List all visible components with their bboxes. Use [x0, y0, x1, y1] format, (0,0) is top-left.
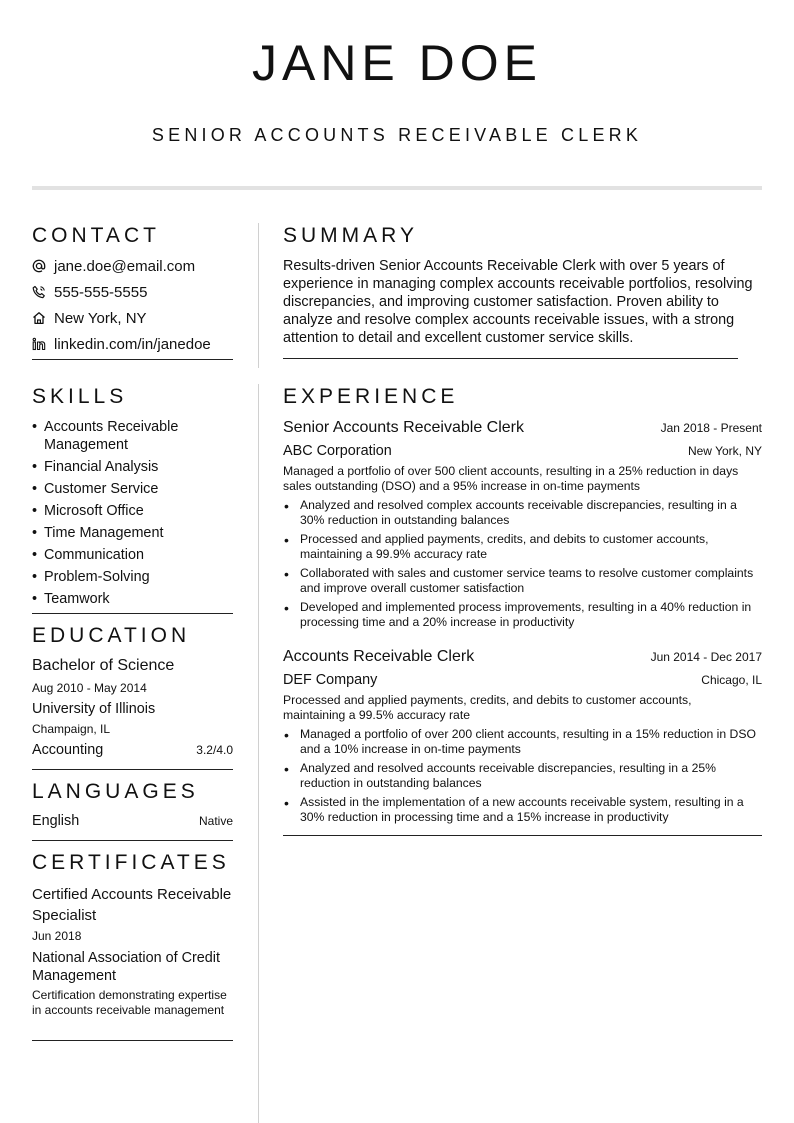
skill-item: • Customer Service	[32, 480, 232, 498]
contact-location	[32, 308, 147, 328]
summary-heading: SUMMARY	[283, 224, 418, 247]
column-divider	[258, 384, 259, 1123]
major: Accounting	[32, 742, 104, 758]
language-name: English	[32, 813, 80, 829]
job-header	[283, 419, 762, 437]
email-text: jane.doe@email.com	[54, 257, 196, 275]
job-description: Processed and applied payments, credits, and debits to customer accounts, maintaining a 99.5% accuracy rate	[283, 693, 692, 722]
column-divider	[258, 223, 259, 368]
company-location: New York, NY	[687, 444, 762, 458]
job-header	[283, 648, 762, 666]
skills-list	[32, 418, 232, 612]
skill-item: • Time Management	[32, 524, 232, 542]
skills-heading: SKILLS	[32, 385, 128, 408]
company-name: ABC Corporation	[283, 443, 392, 459]
skill-item: • Problem-Solving	[32, 568, 232, 586]
job-bullets	[283, 727, 762, 829]
job-role: Senior Accounts Receivable Clerk	[283, 419, 525, 436]
education-dates: Aug 2010 - May 2014	[32, 681, 147, 695]
contact-linkedin[interactable]	[32, 334, 211, 354]
job-bullet: • Collaborated with sales and customer service teams to resolve customer complaints and improve overall customer satisfaction	[283, 566, 762, 596]
education-divider	[32, 769, 233, 770]
certificates-divider	[32, 1040, 233, 1041]
phone-text: 555-555-5555	[54, 283, 148, 301]
certificate-date: Jun 2018	[32, 929, 82, 943]
skill-item: • Financial Analysis	[32, 458, 232, 476]
company-name: DEF Company	[283, 672, 378, 688]
contact-phone[interactable]	[32, 282, 147, 302]
company-location: Chicago, IL	[701, 673, 762, 687]
company-line	[283, 443, 762, 459]
linkedin-icon	[32, 337, 46, 351]
skill-item: • Microsoft Office	[32, 502, 232, 520]
contact-divider	[32, 359, 233, 360]
candidate-name: JANE DOE	[251, 35, 543, 91]
job-dates: Jan 2018 - Present	[660, 421, 762, 435]
skills-divider	[32, 613, 233, 614]
job-title: SENIOR ACCOUNTS RECEIVABLE CLERK	[151, 125, 643, 145]
language-level: Native	[198, 814, 233, 828]
home-icon	[32, 311, 46, 325]
at-sign-icon	[32, 259, 46, 273]
job-bullet: • Managed a portfolio of over 200 client accounts, resulting in a 15% reduction in DSO and a 10% increase in on-time payments	[283, 727, 762, 757]
job-bullet: • Assisted in the implementation of a new accounts receivable system, resulting in a 30% reduction in processing time and a 15% increase in productivity	[283, 795, 762, 825]
skill-item: • Communication	[32, 546, 232, 564]
job-role: Accounts Receivable Clerk	[283, 648, 475, 665]
location-text: New York, NY	[54, 309, 147, 327]
experience-heading: EXPERIENCE	[283, 385, 459, 408]
job-bullet: • Analyzed and resolved accounts receivable discrepancies, resulting in a 25% reduction in outstanding balances	[283, 761, 762, 791]
school-location: Champaign, IL	[32, 722, 111, 736]
job-bullets	[283, 498, 762, 634]
certificate-description: Certification demonstrating expertise in accounts receivable management	[32, 988, 227, 1017]
certificate-name: National Association of Credit Management	[32, 950, 220, 984]
skill-item: • Accounts Receivable Management	[32, 418, 232, 454]
linkedin-text: linkedin.com/in/janedoe	[54, 335, 211, 353]
header-divider	[32, 186, 762, 190]
certificates-heading: CERTIFICATES	[32, 851, 230, 874]
languages-heading: LANGUAGES	[32, 780, 199, 803]
skill-item: • Teamwork	[32, 590, 232, 608]
job-bullet: • Analyzed and resolved complex accounts receivable discrepancies, resulting in a 30% reduction in outstanding balances	[283, 498, 762, 528]
experience-divider	[283, 835, 762, 836]
summary-divider	[283, 358, 738, 359]
job-bullet: • Developed and implemented process improvements, resulting in a 40% reduction in processing time and a 20% increase in productivity	[283, 600, 762, 630]
company-line	[283, 672, 762, 688]
contact-heading: CONTACT	[32, 224, 160, 247]
contact-email[interactable]	[32, 256, 195, 276]
phone-icon	[32, 285, 46, 299]
languages-divider	[32, 840, 233, 841]
job-description: Managed a portfolio of over 500 client accounts, resulting in a 25% reduction in days sales outstanding (DSO) and a 95% increase in on-time payments	[283, 464, 739, 493]
school-name: University of Illinois	[32, 701, 156, 717]
certificate-name: Certified Accounts Receivable Specialist	[32, 886, 232, 924]
degree: Bachelor of Science	[32, 657, 175, 674]
education-heading: EDUCATION	[32, 624, 191, 647]
summary-text: Results-driven Senior Accounts Receivable Clerk with over 5 years of experience in managing complex accounts receivable portfolios, resolving discrepancies, and improving customer satisfaction. Proven ability to analyze and resolve complex accounts receivable issues, with a strong attention to detail and excellent customer service skills.	[283, 258, 753, 346]
gpa: 3.2/4.0	[196, 743, 233, 757]
job-bullet: • Processed and applied payments, credits, and debits to customer accounts, maintaining a 99.9% accuracy rate	[283, 532, 762, 562]
job-dates: Jun 2014 - Dec 2017	[650, 650, 762, 664]
